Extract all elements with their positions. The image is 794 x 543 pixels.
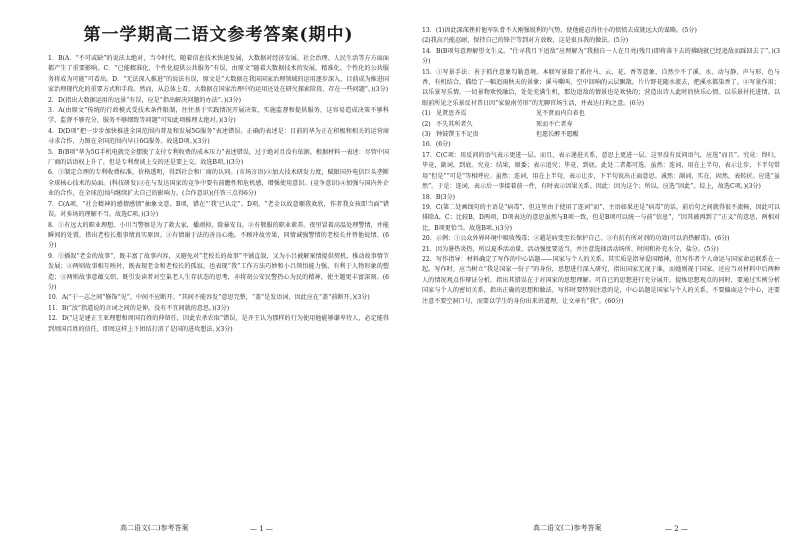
left-answer-list bbox=[48, 54, 389, 335]
idiom-cell: (1) bbox=[422, 110, 431, 118]
right-answer-list-bottom bbox=[422, 140, 780, 307]
idiom-cell: 钟鼓馔玉不足贵 bbox=[436, 131, 479, 139]
idiom-row bbox=[422, 120, 780, 130]
idiom-row bbox=[422, 130, 780, 140]
footer-left-label: 高二语文(二)参考答案 bbox=[120, 524, 189, 532]
footer-right-label: 高二语文(二)参考答案 bbox=[533, 524, 602, 532]
answer-item: 13．(1)因此深深挫折他军队骨不大刚强锐利的气势，使他能忍得住小的愤愤去成就远大的谋略。(5分) bbox=[422, 27, 697, 34]
answer-item: 14．B(B项句意理解望文生义。“仕寻我月下追敌”应理解为“我独自一人在月亮(残月)即将落下去的拂晓就已经追敌而踩回去了”。)(3分) bbox=[422, 47, 780, 66]
answer-item: 8．①有远大的职业理想。小川当警察是为了救大家，播顽掉，除暴安良。②有敬服的职业素养。夜里冒着高温处理警情，并能瞬间的处置，措出老校长瓶事情真实原因。③有情谢于法的善良心地。不顾冲故旁果，同情诚强警情的老校长并替他说情。(6分) bbox=[48, 221, 389, 250]
answer-item: 21．因为暑热炎热，所以夏季活动量、活动强度要适当，并注意选择活动场所、时间和补充水分，盐分。(5分) bbox=[422, 245, 719, 253]
answer-item: 9．①插叙“老金的故事”，既丰富了故事内容，又避免对“老校长的故事”平铺直叙，又为小吕被解案情提供契机，推动故事情节发展；②两则故事相互映衬，既表现老金和老校长的孤寂、也表现“我”工作方法巧妙和小吕领悟能力强，有利于人物形象的塑造；③两则故事意蕴交织，既引发读者对空巢老人生存状态的思考，亦将胡公安民警热心为民的精神，使主题更丰富深刻。(6分) bbox=[48, 252, 389, 291]
idiom-cell: (2) bbox=[422, 120, 431, 128]
page-title: 第一学期高二语文参考答案(期中) bbox=[83, 25, 354, 45]
idiom-row bbox=[422, 109, 780, 119]
answer-item: 4．D(D项“把一步步加快推进全国范围内普及和发展5G服务”表述错误。正确的表述是：目前的华为正在积极和相关的运营商寻求合作，力图在全国范围内早日6G服务。故选D项。)(3分) bbox=[48, 127, 389, 146]
idiom-cell: 见贤思齐焉 bbox=[436, 110, 467, 118]
answer-item: 11．B(“汝”指道说的言词之间的是伸，没有不宜间就的意思。)(3分) bbox=[48, 304, 230, 312]
answer-item: 18．B(3分) bbox=[422, 193, 456, 201]
right-answer-list-top bbox=[422, 26, 780, 109]
answer-item: 3．A(由原文“传统的行政模式受技术条件限制，往往基于实践情况开展决策，实施监督和提供服务，这容易造成决策不够科学、监督不够充分、服务不够细致等问题”可知此项推理太绝对。)(3分) bbox=[48, 107, 389, 125]
answer-item: 22．写作指导：材料确定了写作的中心话题——国家与个人的关系。其实质是指导爱国精神，但写作者个人命运与国家命运联系在一起。写作时，应当树立“我是国家一份子”的身份，思想进行深入研究，指出国家无视于谁，而她则视于国家。还应当对材料中后两种人的情况观点作辩证分析，指出其错误在于对国家的思想理解。可自已的思想进行充分展开，提炼思想观点的同时，要通过实例分析国家与个人的密切关系，指出正确的思想和做法。写作时要特别注意的是，中心话题是国家与个人的关系，不要偏面这个中心，还要注意不要空洞口号，而要以学生的身份出来讲道理，让文章有“我”。(60分) bbox=[422, 255, 780, 305]
answer-item: 17．C(C项：用反问的语气表示更进一层。而且，表示递进关系，意思上更进一层。这里没有反问语气，应选“而且”。究竟：终归，毕竟，副词，到底。究竟：结果，原委；表示追究；毕竟，到底。此处二者都可选。虽然：连词，用在上半句，表示让步，下半句常用“但是”“可是”等相呼应。虽然：连词，用在上半句，表示让步，下半句说出正面意思。诚然：副词，实在，固然，表转折。应选“虽然”。于是：连词，表示后一事接着前一件，有时表示因果关系。因此：因为这个；所以。应选“因此”。综上，故选C项。)(3分) bbox=[422, 151, 780, 191]
answer-item: 19．C(第二处画线句的主语是“病毒”，但这里由于使用了连词“而”，主语如果还是“病毒”的话，前后句之间就得很不流畅，因此可以排除A，C；比较B，D两项，D项表达的意思虽然与B项一致，但是B项可以统一与前“信息”，“因其被再到了“正义”的意思，两相对比，B项更恰当。故选B项。)(3分) bbox=[422, 203, 780, 232]
answer-item: 15．①写景手法：善于抓住意象勾勒意境。本联写景除了抓住马、云、花、香等意象，自然少不了溪、水、动与静，声与形、色与香，有机结合，描绘了一幅追雨秋天的景象；溪马嘶叫，空中回响的云层飘散，片片野花随水流去，把溪水都染香了。②写景作用；以乐景写乐情。一切景物欢悦融洽，处处充满生机，那边追敌的情景也是欢快的；营造出诗人此时的快乐心情。以乐景衬托进情。以眼前所见之乐景反衬昔日因“家貌南劳形”的无聊官场生活，并表达打拘之意。(6分) bbox=[422, 68, 780, 107]
answer-item: 12．D(“这是建正王亚理想和周国百姓的伸留任，因此农杀农取”错误，是齐王认为那样的行为使用他能够谦卑待人，必定能得到周国百姓的信任，即周这样上下团结打消了是国的进攻想法。)(3分) bbox=[48, 315, 389, 333]
idiom-cell: (3) bbox=[422, 131, 431, 139]
idiom-cell: 不失其所者久 bbox=[436, 120, 473, 128]
footer-left-page: — 1 — bbox=[250, 525, 273, 533]
answer-item: (2)我高兴能忍耐，保持自己的锋芒等到对方放败，这是很良我的做法。(5分) bbox=[422, 37, 629, 45]
answer-item: 7．C(A项，“社会精神的感情感情”抽象文意。B项，错在“‘我’已认定”。D项，“老金以故意顺我欢欣，作者我女孩即当面”错误。对多场的理解不当。故选C项。)(3分) bbox=[48, 200, 389, 219]
answer-item: 6．①制定合理的专利收费标准，价格透明，得到社会和厂商的认同。(市场言语)②加大技术研发力度，赋限国外电信巨头垄断全球核心技术的局面。(科技研发)③在与发达国家的竞争中要有前瞻性和危机感，增强使用意识。(竞争意识)④加强与国内外企业的合作，在全球范围内继续扩大自己的影响力。(合作意识)(任答三点得6分) bbox=[48, 169, 389, 198]
answer-item: 2．D(指出大数据运用的远景“有误，应是“指出解决问题的办法”。)(3分) bbox=[48, 96, 241, 104]
idiom-cell: 见不贤而内自省也 bbox=[536, 110, 585, 118]
answer-item: 20．示例：①公众外界环境中吸收残毒；②越是病变至长保护自己。③有抗有所对剂的功效(可以消热解毒)。(6分) bbox=[422, 235, 730, 243]
answer-item: 5．B(B项“华为5G手机电就完全摆脱了支付专利收费的成本压力”表述错误，过于绝对且没有依据。根据材料一表述：尽管中国厂商的话语权上升了，但是专利费谈上交的还是要上交。故选B项。)(3分) bbox=[48, 148, 389, 167]
idiom-answer-table bbox=[422, 109, 780, 140]
idiom-cell: 但愿长醉不愿醒 bbox=[536, 131, 579, 139]
answer-item: 10．A(“于一志之间”修饰“见”，中间不应断开。“其间不能容发”意思完整，“盖”是发语词，因此应在“盖”前断开。)(3分) bbox=[48, 294, 370, 302]
idiom-cell: 死而不亡者寿 bbox=[536, 120, 573, 128]
footer-right-page: — 2 — bbox=[665, 525, 688, 533]
answer-item: 16．(6分) bbox=[422, 141, 451, 149]
answer-item: 1．B(A．“不可或缺”的说法太绝对，当今时代，随着信息技术快速发展，大数据对经济发展、社会治理、人民生活等方方面面都产生了重要影响。C．“已能精准化、个性化提供公共服务”有误，由原文“随着大数据技术的发展，精准化、个性化的公共服务将成为可能”可看出。D．“无法深入推进”的说法有误，原文是“大数据在我国国家治理领域的运用逐步深入，目前成为推进国家治理现代化的重要方式和手段。然而，从总体上看，大数据在国家治理中的运用还处在研究探索阶段，存在一些问题”。)(3分) bbox=[48, 55, 389, 94]
answer-page-right bbox=[402, 0, 794, 543]
